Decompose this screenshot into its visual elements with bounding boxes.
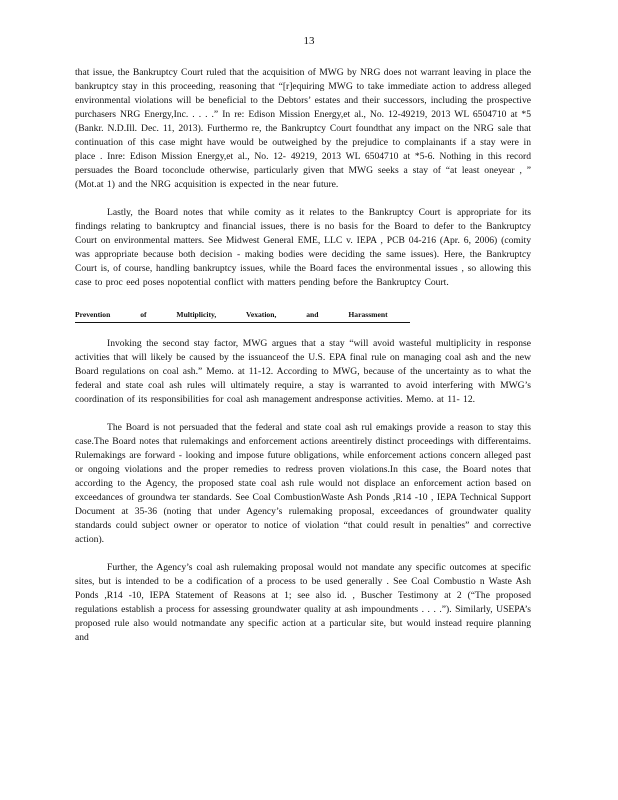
page-number: 13 bbox=[303, 35, 315, 47]
paragraph-board-not-persuaded: The Board is not persuaded that the federal and state coal ash rul emakings provide a reason to stay this case.The Board notes that rulemakings and enforcement actions areentirely distinct proceedings with differentaims. Rulemakings are forward - looking and impose future obligations, while enforcement actions concern alleged past or ongoing violations and the proper remedies to redress proven violations.In this case, the Board notes that according to the Agency, the proposed state coal ash rule would not displace an enforcement action based on exceedances of groundwa ter standards. See Coal CombustionWaste Ash Ponds ,R14 -10 , IEPA Technical Support Document at 35-36 (noting that under Agency’s rulemaking proposal, exceedances of groundwater quality standards could subject owner or operator to notice of violation “that could result in penalties” and corrective action). bbox=[75, 422, 531, 545]
paragraph-bankruptcy-ruling: that issue, the Bankruptcy Court ruled that the acquisition of MWG by NRG does not warrant leaving in place the bankruptcy stay in this proceeding, reasoning that “[r]equiring MWG to take immediate action to address alleged environmental violations will be beneficial to the Debtors’ estates and their successors, including the prospective purchasers NRG Energy,Inc. . . . .” In re: Edison Mission Energy,et al., No. 12-49219, 2013 WL 6504710 at *5 (Bankr. N.D.Ill. Dec. 11, 2013). Furthermo re, the Bankruptcy Court foundthat any impact on the NRG sale that continuation of this case might have would be outweighed by the prejudice to complainants if a stay were in place . Inre: Edison Mission Energy,et al., No. 12- 49219, 2013 WL 6504710 at *5-6. Nothing in this record persuades the Board toconclude otherwise, particularly given that MWG seeks a stay of “at least oneyear , ” (Mot.at 1) and the NRG acquisition is expected in the near future. bbox=[75, 67, 531, 190]
paragraph-second-stay-factor: Invoking the second stay factor, MWG argues that a stay “will avoid wasteful multiplicity in response activities that will likely be caused by the issuanceof the U.S. EPA final rule on managing coal ash and the new Board regulations on coal ash.” Memo. at 11-12. According to MWG, because of the uncertainty as to what the federal and state coal ash rules will ultimately require, a stay is warranted to avoid interfering with MWG’s coordination of its responsibilities for coal ash management andresponse activities. Memo. at 11- 12. bbox=[75, 338, 531, 405]
document-body bbox=[75, 66, 531, 645]
paragraph-agency-proposal: Further, the Agency’s coal ash rulemaking proposal would not mandate any specific outcomes at specific sites, but is intended to be a codification of a process to be used generally . See Coal Combustio n Waste Ash Ponds ,R14 -10, IEPA Statement of Reasons at 1; see also id. , Buscher Testimony at 2 (“The proposed regulations establish a process for assessing groundwater quality at ash impoundments . . . .”). Similarly, USEPA’s proposed rule also would notmandate any specific action at a particular site, but would instead require planning and bbox=[75, 562, 531, 643]
paragraph-comity: Lastly, the Board notes that while comity as it relates to the Bankruptcy Court is appropriate for its findings relating to bankruptcy and financial issues, there is no basis for the Board to defer to the Bankruptcy Court on environmental matters. See Midwest General EME, LLC v. IEPA , PCB 04-216 (Apr. 6, 2006) (comity was appropriate because both decision - making bodies were deciding the same issues). Here, the Bankruptcy Court is, of course, handling bankruptcy issues, while the Board faces the environmental issues , so allowing this case to proc eed poses nopotential conflict with matters pending before the Bankruptcy Court. bbox=[75, 207, 531, 288]
section-heading-wrapper bbox=[75, 304, 531, 323]
section-heading: Prevention of Multiplicity, Vexation, and Harassment bbox=[75, 308, 410, 323]
